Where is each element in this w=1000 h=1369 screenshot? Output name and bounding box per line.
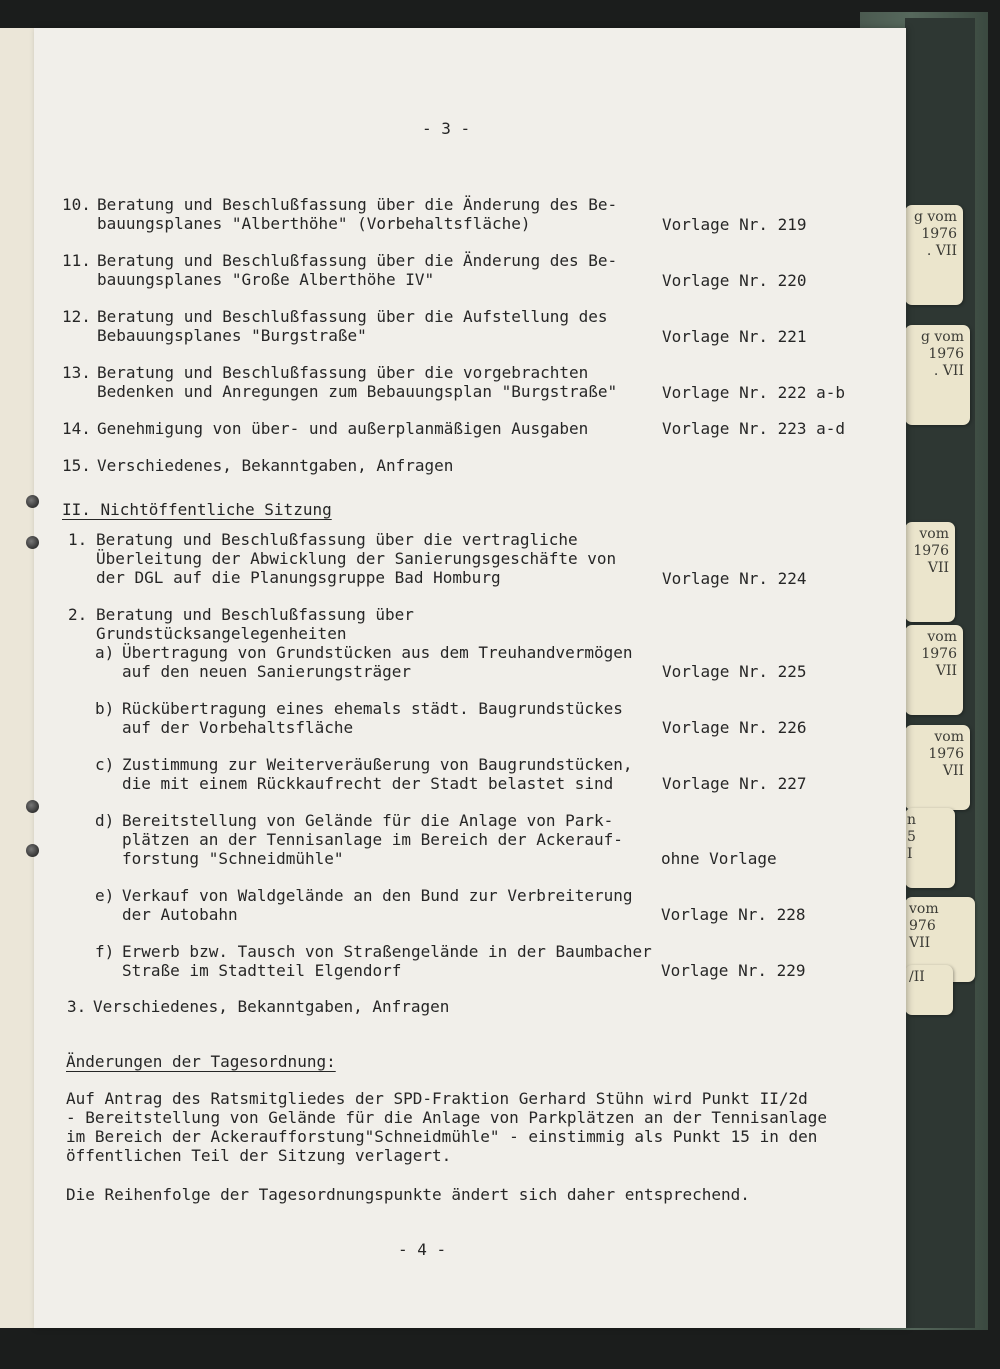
item-text: Verschiedenes, Bekanntgaben, Anfragen <box>93 997 450 1016</box>
agenda-item <box>68 530 628 590</box>
item-reference: Vorlage Nr. 222 a-b <box>662 383 846 402</box>
sub-item <box>95 643 635 683</box>
agenda-item <box>62 456 622 476</box>
index-tab[interactable] <box>905 965 953 1015</box>
item-reference: Vorlage Nr. 223 a-d <box>662 419 846 438</box>
agenda-item <box>62 363 652 403</box>
index-tab[interactable] <box>905 522 955 622</box>
item-reference: Vorlage Nr. 220 <box>662 271 807 290</box>
tab-text: VII <box>942 763 964 779</box>
sub-item-letter: e) <box>95 886 115 905</box>
page-number-footer: - 4 - <box>398 1240 447 1259</box>
item-reference: ohne Vorlage <box>661 849 777 868</box>
tab-text: 976 <box>909 918 936 934</box>
sub-item-text: Erwerb bzw. Tausch von Straßengelände in der Baumbacher Straße im Stadtteil Elgendorf <box>122 942 652 980</box>
item-number: 14. <box>62 419 91 438</box>
item-reference: Vorlage Nr. 224 <box>662 569 807 588</box>
item-number: 11. <box>62 251 91 270</box>
sub-item-letter: b) <box>95 699 115 718</box>
tab-text: g vom <box>913 209 957 225</box>
index-tab[interactable] <box>905 625 963 715</box>
item-reference: Vorlage Nr. 227 <box>662 774 807 793</box>
changes-heading: Änderungen der Tagesordnung: <box>66 1052 336 1071</box>
item-reference: Vorlage Nr. 225 <box>662 662 807 681</box>
item-reference: Vorlage Nr. 228 <box>661 905 806 924</box>
sub-item-text: Zustimmung zur Weiterveräußerung von Baugrundstücken, die mit einem Rückkaufrecht der Stadt belastet sind <box>122 755 633 793</box>
sub-item-text: Rückübertragung eines ehemals städt. Baugrundstückes auf der Vorbehaltsfläche <box>122 699 623 737</box>
tab-text: VII <box>909 935 931 951</box>
closing-paragraph: Die Reihenfolge der Tagesordnungspunkte ändert sich daher entsprechend. <box>66 1185 750 1204</box>
item-reference: Vorlage Nr. 221 <box>662 327 807 346</box>
tab-text: 5 <box>907 829 916 845</box>
tab-text: 1976 <box>921 226 957 242</box>
item-number: 12. <box>62 307 91 326</box>
item-reference: Vorlage Nr. 229 <box>661 961 806 980</box>
item-text: Beratung und Beschlußfassung über die vorgebrachten Bedenken und Anregungen zum Bebauungsplan "Burgstraße" <box>97 363 618 401</box>
agenda-item <box>62 307 622 347</box>
punch-hole <box>26 536 39 549</box>
item-text: Beratung und Beschlußfassung über die Änderung des Be- bauungsplanes "Alberthöhe" (Vorbehaltsfläche) <box>97 195 618 233</box>
item-number: 3. <box>67 997 87 1016</box>
item-number: 10. <box>62 195 91 214</box>
item-text: Beratung und Beschlußfassung über die Änderung des Be- bauungsplanes "Große Alberthöhe IV" <box>97 251 618 289</box>
tab-text: 1976 <box>913 543 949 559</box>
item-text: Verschiedenes, Bekanntgaben, Anfragen <box>97 456 454 475</box>
sub-item <box>95 699 635 739</box>
sub-item-text: Verkauf von Waldgelände an den Bund zur Verbreiterung der Autobahn <box>122 886 633 924</box>
tab-text: vom <box>909 901 939 917</box>
tab-text: . VII <box>926 243 957 259</box>
tab-text: n <box>907 812 917 828</box>
punch-hole <box>26 844 39 857</box>
sub-item-letter: f) <box>95 942 115 961</box>
index-tab[interactable] <box>905 205 963 305</box>
item-reference: Vorlage Nr. 219 <box>662 215 807 234</box>
section-heading: II. Nichtöffentliche Sitzung <box>62 500 332 519</box>
item-text: Beratung und Beschlußfassung über die vertragliche Überleitung der Abwicklung der Sanierungsgeschäfte von der DGL auf die Planungsgruppe Bad Homburg <box>96 530 617 587</box>
sub-item <box>95 811 635 871</box>
page-number-header: - 3 - <box>422 119 471 138</box>
punch-hole <box>26 495 39 508</box>
index-tab[interactable] <box>905 725 970 810</box>
tab-text: 1976 <box>921 646 957 662</box>
sub-item-letter: a) <box>95 643 115 662</box>
punch-hole <box>26 800 39 813</box>
agenda-item <box>62 195 622 235</box>
document-page <box>34 28 906 1328</box>
sub-item-letter: d) <box>95 811 115 830</box>
sub-item-text: Übertragung von Grundstücken aus dem Treuhandvermögen auf den neuen Sanierungsträger <box>122 643 633 681</box>
agenda-item <box>67 997 627 1017</box>
tab-text: g vom <box>920 329 964 345</box>
agenda-item <box>62 419 622 439</box>
sub-item-text: Bereitstellung von Gelände für die Anlage von Park- plätzen an der Tennisanlage im Bereich der Ackerauf- forstung "Schneidmühle" <box>122 811 623 868</box>
item-text: Beratung und Beschlußfassung über Grundstücksangelegenheiten <box>96 605 414 643</box>
changes-paragraph: Auf Antrag des Ratsmitgliedes der SPD-Fraktion Gerhard Stühn wird Punkt II/2d - Bereitstellung von Gelände für die Anlage von Parkplätzen an der Tennisanlage im Bereich der Ackeraufforstung"Schneidmühle" - einstimmig als Punkt 15 in den öffentlichen Teil der Sitzung verlagert. <box>66 1089 827 1165</box>
item-number: 1. <box>68 530 88 549</box>
tab-text: I <box>907 846 913 862</box>
tab-text: . VII <box>933 363 964 379</box>
item-text: Genehmigung von über- und außerplanmäßigen Ausgaben <box>97 419 589 438</box>
agenda-item <box>62 251 622 291</box>
sub-item-letter: c) <box>95 755 115 774</box>
tab-text: vom <box>919 526 949 542</box>
sub-item <box>95 886 635 926</box>
sub-item <box>95 755 635 795</box>
index-tab[interactable] <box>905 808 955 888</box>
tab-text: 1976 <box>928 346 964 362</box>
item-text: Beratung und Beschlußfassung über die Aufstellung des Bebauungsplanes "Burgstraße" <box>97 307 608 345</box>
item-number: 15. <box>62 456 91 475</box>
tab-text: 1976 <box>928 746 964 762</box>
sub-item <box>95 942 655 982</box>
tab-text: vom <box>934 729 964 745</box>
tab-text: VII <box>935 663 957 679</box>
tab-text: vom <box>927 629 957 645</box>
item-number: 2. <box>68 605 88 624</box>
agenda-item <box>68 605 668 643</box>
item-reference: Vorlage Nr. 226 <box>662 718 807 737</box>
index-tab[interactable] <box>905 325 970 425</box>
item-number: 13. <box>62 363 91 382</box>
tab-text: VII <box>927 560 949 576</box>
tab-text: /II <box>909 969 925 985</box>
